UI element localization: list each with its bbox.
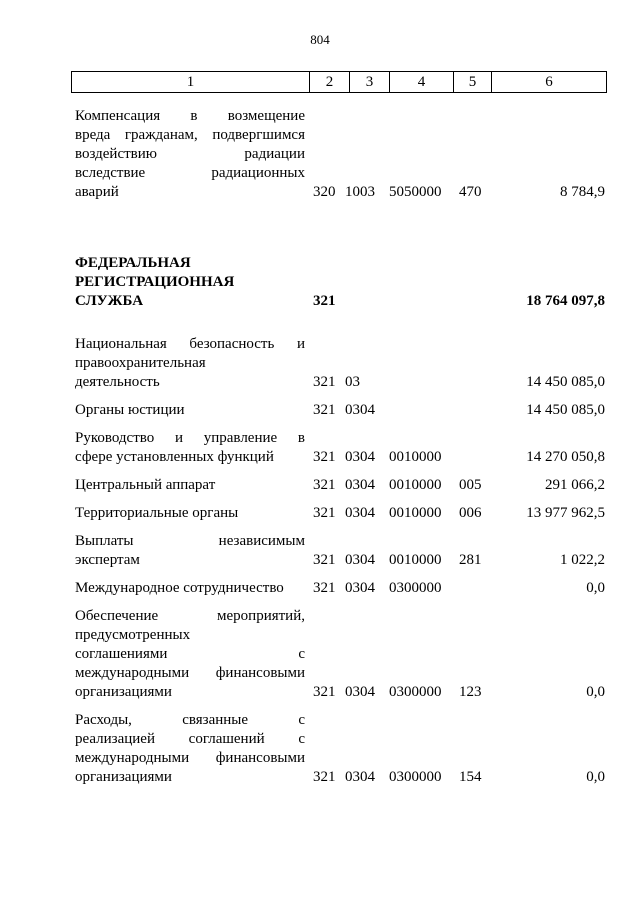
row-rz: 0304 — [345, 402, 375, 418]
row-rz: 0304 — [345, 477, 375, 493]
row-ved: 321 — [313, 374, 336, 390]
column-header-6: 6 — [492, 72, 607, 93]
table-row — [75, 504, 605, 523]
row-cs: 0010000 — [389, 552, 442, 568]
row-rz: 03 — [345, 374, 360, 390]
row-cs: 0010000 — [389, 449, 442, 465]
table-row — [75, 476, 605, 495]
row-vr: 281 — [459, 552, 482, 568]
row-ved: 321 — [313, 293, 336, 309]
row-name-line: Выплаты независимым — [75, 533, 305, 549]
row-sum: 0,0 — [586, 769, 605, 785]
row-name — [75, 429, 305, 467]
row-cs: 0300000 — [389, 769, 442, 785]
column-header-4: 4 — [390, 72, 454, 93]
column-header-2: 2 — [310, 72, 350, 93]
row-name — [75, 254, 305, 311]
row-name — [75, 107, 305, 202]
row-name-line: Центральный аппарат — [75, 477, 216, 493]
row-sum: 18 764 097,8 — [526, 293, 605, 309]
row-sum: 8 784,9 — [560, 184, 605, 200]
page-number: 804 — [310, 32, 330, 47]
row-vr: 005 — [459, 477, 482, 493]
row-ved: 321 — [313, 477, 336, 493]
row-name — [75, 504, 305, 523]
row-vr: 154 — [459, 769, 482, 785]
row-ved: 321 — [313, 684, 336, 700]
table-row — [75, 335, 605, 392]
row-cs: 0010000 — [389, 505, 442, 521]
row-ved: 321 — [313, 402, 336, 418]
row-name-line: вреда гражданам, подвергшимся — [75, 127, 305, 143]
row-name-line: Национальная безопасность и — [75, 336, 305, 352]
row-name — [75, 401, 305, 420]
row-cs: 5050000 — [389, 184, 442, 200]
row-name-line: воздействию радиации — [75, 146, 305, 162]
row-name-line: предусмотренных — [75, 627, 191, 643]
budget-rows — [75, 107, 605, 787]
row-name-line: реализацией соглашений с — [75, 731, 305, 747]
row-name-line: Расходы, связанные с — [75, 712, 305, 728]
table-row — [75, 579, 605, 598]
row-sum: 291 066,2 — [545, 477, 605, 493]
row-ved: 321 — [313, 580, 336, 596]
row-name-line: деятельность — [75, 374, 160, 390]
row-name-line: СЛУЖБА — [75, 293, 144, 309]
row-name-line: Обеспечение мероприятий, — [75, 608, 305, 624]
row-name — [75, 476, 305, 495]
row-ved: 321 — [313, 552, 336, 568]
row-sum: 14 450 085,0 — [526, 374, 605, 390]
column-header-5: 5 — [454, 72, 492, 93]
row-name-line: ФЕДЕРАЛЬНАЯ — [75, 255, 191, 271]
row-name-line: Территориальные органы — [75, 505, 239, 521]
row-name-line: Международное сотрудничество — [75, 580, 284, 596]
row-rz: 0304 — [345, 552, 375, 568]
row-name — [75, 532, 305, 570]
table-row — [75, 401, 605, 420]
row-name-line: вследствие радиационных — [75, 165, 305, 181]
row-sum: 14 450 085,0 — [526, 402, 605, 418]
row-name-line: экспертам — [75, 552, 140, 568]
row-name-line: международными финансовыми — [75, 750, 305, 766]
row-name-line: организациями — [75, 684, 172, 700]
row-name — [75, 607, 305, 702]
row-rz: 1003 — [345, 184, 375, 200]
row-cs: 0300000 — [389, 580, 442, 596]
table-row — [75, 107, 605, 202]
row-name-line: международными финансовыми — [75, 665, 305, 681]
row-cs: 0300000 — [389, 684, 442, 700]
row-name-line: организациями — [75, 769, 172, 785]
row-cs: 0010000 — [389, 477, 442, 493]
row-sum: 14 270 050,8 — [526, 449, 605, 465]
row-name — [75, 579, 305, 598]
row-name-line: Компенсация в возмещение — [75, 108, 305, 124]
column-header-3: 3 — [350, 72, 390, 93]
row-name — [75, 335, 305, 392]
row-vr: 006 — [459, 505, 482, 521]
row-rz: 0304 — [345, 449, 375, 465]
row-name — [75, 711, 305, 787]
table-row — [75, 607, 605, 702]
row-ved: 321 — [313, 505, 336, 521]
table-row — [75, 429, 605, 467]
row-name-line: Органы юстиции — [75, 402, 185, 418]
row-vr: 123 — [459, 684, 482, 700]
table-row — [75, 254, 605, 311]
row-name-line: Руководство и управление в — [75, 430, 305, 446]
row-name-line: РЕГИСТРАЦИОННАЯ — [75, 274, 235, 290]
column-header-row — [72, 72, 607, 93]
row-sum: 1 022,2 — [560, 552, 605, 568]
row-name-line: аварий — [75, 184, 119, 200]
row-name-line: сфере установленных функций — [75, 449, 274, 465]
row-rz: 0304 — [345, 684, 375, 700]
row-sum: 0,0 — [586, 684, 605, 700]
row-sum: 0,0 — [586, 580, 605, 596]
table-row — [75, 532, 605, 570]
row-rz: 0304 — [345, 580, 375, 596]
row-ved: 320 — [313, 184, 336, 200]
column-header-table — [71, 71, 607, 93]
row-rz: 0304 — [345, 505, 375, 521]
row-sum: 13 977 962,5 — [526, 505, 605, 521]
row-name-line: соглашениями с — [75, 646, 305, 662]
row-ved: 321 — [313, 449, 336, 465]
row-rz: 0304 — [345, 769, 375, 785]
row-ved: 321 — [313, 769, 336, 785]
column-header-1: 1 — [72, 72, 310, 93]
row-vr: 470 — [459, 184, 482, 200]
table-row — [75, 711, 605, 787]
row-name-line: правоохранительная — [75, 355, 206, 371]
